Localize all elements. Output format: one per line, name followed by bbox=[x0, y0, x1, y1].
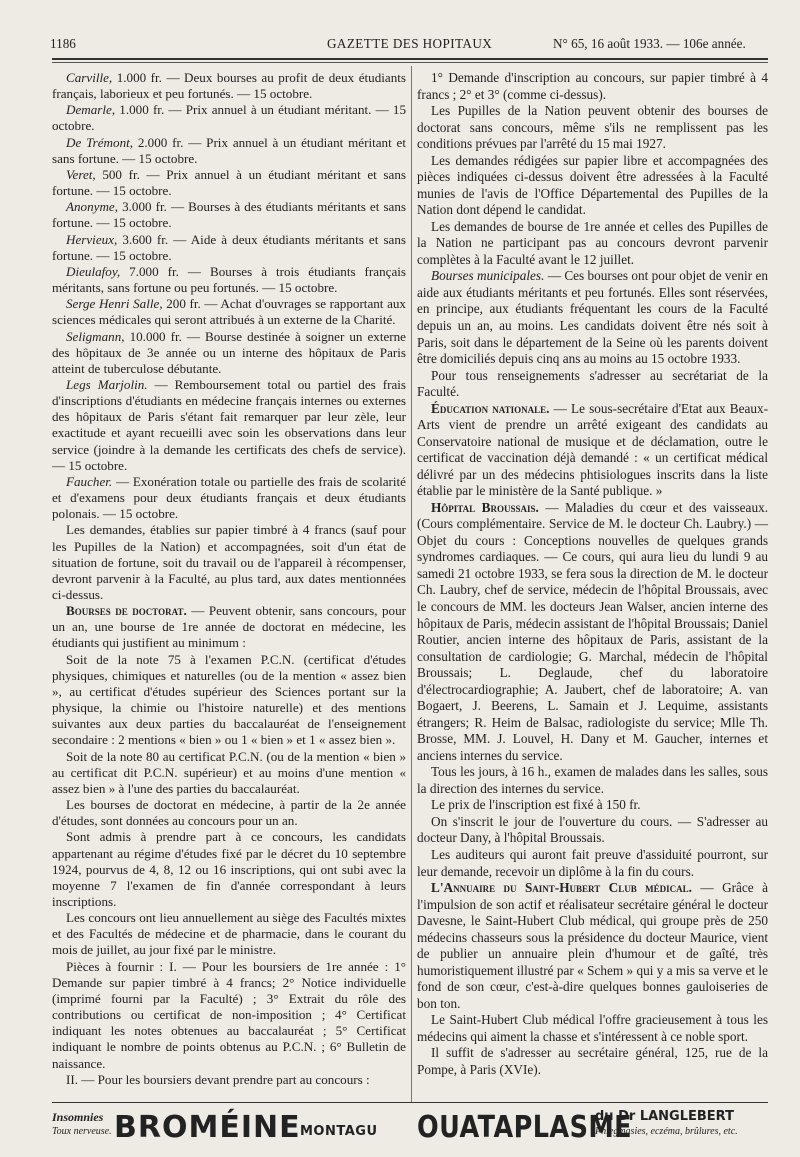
paragraph-lead: Dieulafoy, bbox=[66, 263, 121, 279]
column-divider bbox=[411, 66, 412, 1102]
paragraph-text: Pour tous renseignements s'adresser au secrétariat de la Faculté. bbox=[417, 367, 768, 400]
paragraph bbox=[52, 603, 406, 651]
paragraph bbox=[52, 959, 406, 1072]
paragraph-lead: Hôpital Broussais. bbox=[431, 499, 539, 515]
paragraph-text: 3.000 fr. — Bourses à des étudiants méritants et sans fortune. — 15 octobre. bbox=[52, 199, 406, 231]
ad-doctor: du Dr LANGLEBERT bbox=[595, 1109, 734, 1124]
paragraph bbox=[417, 153, 768, 219]
right-column bbox=[417, 70, 768, 1078]
paragraph-lead: Bourses municipales. bbox=[431, 268, 545, 284]
paragraph bbox=[52, 522, 406, 603]
paragraph-lead: Seligmann, bbox=[66, 328, 125, 344]
ad-rule bbox=[52, 1102, 768, 1103]
running-header bbox=[0, 34, 800, 54]
paragraph bbox=[417, 814, 768, 847]
advertisement-bromeine bbox=[52, 1106, 406, 1150]
paragraph-lead: Faucher. bbox=[66, 473, 113, 489]
ad-subline: Phlegmasies, eczéma, brûlures, etc. bbox=[595, 1126, 738, 1137]
paragraph bbox=[417, 401, 768, 500]
paragraph bbox=[52, 1072, 406, 1088]
paragraph-text: Les bourses de doctorat en médecine, à partir de la 2e année d'études, sont données au concours pour un an. bbox=[52, 797, 406, 829]
paragraph-text: — Exonération totale ou partielle des frais de scolarité et d'examens pour deux étudiants français et deux étudiants polonais. — 15 octobre. bbox=[52, 473, 406, 522]
paragraph-text: Les demandes rédigées sur papier libre et accompagnées des pièces indiquées ci-dessus doivent être adressées à la Faculté munies de l'avis de l'Office Départemental des Pupilles de la Nation dont dépend le candidat. bbox=[417, 152, 768, 218]
left-column bbox=[52, 70, 406, 1088]
paragraph-lead: Bourses de doctorat. bbox=[66, 603, 187, 619]
paragraph-text: Le prix de l'inscription est fixé à 150 fr. bbox=[431, 797, 641, 813]
issue-info: N° 65, 16 août 1933. — 106e année. bbox=[553, 36, 746, 51]
paragraph-lead: L'Annuaire du Saint-Hubert Club médical. bbox=[431, 880, 692, 896]
paragraph bbox=[52, 199, 406, 231]
paragraph-text: 1° Demande d'inscription au concours, sur papier timbré à 4 francs ; 2° et 3° (comme ci-dessus). bbox=[417, 70, 768, 102]
paragraph-text: Les auditeurs qui auront fait preuve d'assiduité pourront, sur leur demande, recevoir un diplôme à la fin du cours. bbox=[417, 846, 768, 879]
paragraph-text: On s'inscrit le jour de l'ouverture du cours. — S'adresser au docteur Dany, à l'hôpital Broussais. bbox=[417, 813, 768, 846]
paragraph-text: Soit de la note 80 au certificat P.C.N. (ou de la mention « bien » au certificat dit P.C.N. supérieur) et au moins d'une mention « assez bien » à l'une des parties du baccalauréat. bbox=[52, 748, 406, 796]
paragraph bbox=[417, 880, 768, 1012]
paragraph-lead: Anonyme, bbox=[66, 199, 118, 215]
paragraph-lead: De Trémont, bbox=[66, 134, 134, 150]
paragraph-text: Tous les jours, à 16 h., examen de malades dans les salles, sous la direction des internes du service. bbox=[417, 764, 768, 796]
paragraph-text: — Peuvent obtenir, sans concours, pour un an, une bourse de 1re année de doctorat en médecine, les étudiants qui justifient au minimum : bbox=[52, 603, 406, 651]
paragraph-lead: Veret, bbox=[66, 166, 96, 182]
paragraph-text: — Remboursement total ou partiel des frais d'inscriptions d'étudiants en médecine français internes ou externes des hôpitaux de Paris s'étant fait remarquer par leur zèle, leur exactitude et ayant recueilli avec soin les observations dans leur service (joindre à la demande les certificats des chefs de service). — 15 octobre. bbox=[52, 376, 407, 473]
paragraph-text: — Maladies du cœur et des vaisseaux. (Cours complémentaire. Service de M. le docteur Ch. Laubry.) — Objet du cours : Conceptions nouvelles de quelques grands syndromes cardiaques. — Ce cours, qui aura lieu du lundi 9 au samedi 21 octobre 1933, se fera sous la direction de M. le docteur Ch. Laubry, chef de service, médecin de l'hôpital Broussais, avec le concours de MM. les docteurs Jean Walser, ancien interne des hôpitaux de Paris, médecin assistant de l'hôpital Broussais; Daniel Routier, ancien interne des hôpitaux de Paris, assistant de la consultation de cardiologie; G. Marchal, médecin de l'hôpital Broussais; L. Deglaude, chef du laboratoire d'électrocardiographie; A. Jaubert, chef de laboratoire; A. van Bogaert, J. Beerens, L. Samain et J. Lequime, assistants étrangers; R. Heim de Balsac, radiologiste du service; Mlle Th. Brosse, MM. J. Louvel, H. Dany et M. Gaucher, internes et anciens internes du service. bbox=[417, 499, 769, 763]
ad-tag-secondary: Toux nerveuse. bbox=[52, 1126, 112, 1137]
paragraph bbox=[417, 1045, 768, 1078]
paragraph bbox=[417, 70, 768, 103]
paragraph bbox=[417, 797, 768, 814]
header-rule-thin bbox=[52, 62, 768, 63]
ad-brand: BROMÉINE bbox=[114, 1110, 301, 1145]
paragraph bbox=[52, 474, 406, 522]
paragraph bbox=[52, 264, 406, 296]
paragraph bbox=[52, 749, 406, 797]
paragraph-text: Les demandes de bourse de 1re année et celles des Pupilles de la Nation ne participant pas au concours devront parvenir complètes à la Faculté avant le 12 juillet. bbox=[417, 218, 768, 267]
paragraph-text: II. — Pour les boursiers devant prendre part au concours : bbox=[66, 1071, 370, 1087]
paragraph-text: 1.000 fr. — Prix annuel à un étudiant méritant. — 15 octobre. bbox=[52, 102, 406, 134]
paragraph-text: 10.000 fr. — Bourse destinée à soigner un externe des hôpitaux de 3e année ou un interne des hôpitaux de Paris atteint de tuberculose débutante. bbox=[52, 328, 406, 376]
paragraph-text: Les demandes, établies sur papier timbré à 4 francs (sauf pour les Pupilles de la Nation) et accompagnées, soit d'un état de situation de fortune, soit du travail ou de l'appareil à récompenser, devront parvenir à la Faculté, au plus tard, aux dates mentionnées ci-dessus. bbox=[52, 522, 406, 602]
paragraph-lead: Éducation nationale. bbox=[431, 400, 550, 416]
header-rule bbox=[52, 58, 768, 60]
paragraph-text: — Grâce à l'impulsion de son actif et réalisateur secrétaire général le docteur Davesne, le Saint-Hubert Club médical, qui groupe près de 250 médecins chasseurs sous la présidence du docteur Maurice, vient de publier un annuaire plein d'humour et de gaîté, très humoristiquement illustré par « Schem » qui y a mis sa verve et le fond de son cœur, c'est-à-dire quelques bonnes gauloiseries de bon ton. bbox=[417, 880, 768, 1011]
paragraph-text: 7.000 fr. — Bourses à trois étudiants français méritants, sans fortune ou peu fortunés. — 15 octobre. bbox=[52, 263, 406, 296]
publication-title: GAZETTE DES HOPITAUX bbox=[327, 36, 493, 51]
paragraph-lead: Legs Marjolin. bbox=[66, 376, 148, 392]
paragraph bbox=[417, 500, 768, 765]
paragraph bbox=[52, 377, 406, 474]
advertisement-ouataplasme bbox=[417, 1106, 768, 1150]
paragraph-text: Il suffit de s'adresser au secrétaire général, 125, rue de la Pompe, à Paris (XVIe). bbox=[417, 1045, 768, 1077]
ad-maker: MONTAGU bbox=[300, 1124, 378, 1139]
paragraph bbox=[52, 652, 406, 749]
paragraph-lead: Carville, bbox=[66, 70, 113, 85]
paragraph-text: 500 fr. — Prix annuel à un étudiant méritant et sans fortune. — 15 octobre. bbox=[52, 166, 406, 199]
paragraph-text: — Ces bourses ont pour objet de venir en aide aux étudiants méritants et peu fortunés. Elles sont réservées, en principe, aux étudiants fréquentant les cours de la Faculté depuis un an, au moins. Les candidats doivent être nés soit à Paris, soit dans le département de la Seine où les parents doivent être domiciliés depuis cinq ans au moins au 15 octobre 1933. bbox=[417, 268, 768, 367]
paragraph-text: 1.000 fr. — Deux bourses au profit de deux étudiants français, laborieux et peu fortunés. — 15 octobre. bbox=[52, 70, 406, 102]
paragraph bbox=[417, 219, 768, 269]
paragraph bbox=[52, 70, 406, 102]
paragraph bbox=[417, 764, 768, 797]
paragraph bbox=[417, 847, 768, 880]
paragraph-lead: Serge Henri Salle, bbox=[66, 296, 163, 312]
paragraph bbox=[52, 829, 406, 910]
paragraph-lead: Demarle, bbox=[66, 102, 116, 118]
paragraph-text: 2.000 fr. — Prix annuel à un étudiant méritant et sans fortune. — 15 octobre. bbox=[52, 134, 407, 166]
paragraph-text: Sont admis à prendre part à ce concours, les candidats appartenant au régime d'études fixé par le décret du 10 septembre 1924, pourvus de 4, 8, 12 ou 16 inscriptions, qui ont subi avec la moyenne 7 l'examen de fin d'année correspondant à leurs inscriptions. bbox=[52, 829, 406, 909]
paragraph-lead: Hervieux, bbox=[66, 231, 118, 247]
ad-brand: OUATAPLASME bbox=[417, 1110, 633, 1145]
paragraph-text: Soit de la note 75 à l'examen P.C.N. (certificat d'études physiques, chimiques et naturelles (ou de la mention « assez bien », au certificat d'études supérieur des Sciences portant sur la physique, la chimie ou l'histoire naturelle) et des mentions suivantes aux deux parties du baccalauréat de l'enseignement secondaire : 2 mentions « bien » ou 1 « bien » et 1 « assez bien ». bbox=[52, 651, 406, 748]
paragraph bbox=[417, 1012, 768, 1045]
paragraph bbox=[52, 102, 406, 134]
paragraph bbox=[52, 329, 406, 377]
paragraph-text: Le Saint-Hubert Club médical l'offre gracieusement à tous les médecins qui aiment la chasse et s'intéressent à ce noble sport. bbox=[417, 1012, 768, 1044]
paragraph-text: Les concours ont lieu annuellement au siège des Facultés mixtes et des Facultés de médecine et de pharmacie, dans le courant du mois de juillet, au jour fixé par le ministre. bbox=[52, 910, 406, 958]
ad-tag: Insomnies bbox=[52, 1110, 104, 1124]
paragraph bbox=[52, 910, 406, 958]
paragraph bbox=[52, 167, 406, 199]
paragraph bbox=[52, 296, 406, 328]
paragraph bbox=[417, 268, 768, 367]
paragraph-text: Les Pupilles de la Nation peuvent obtenir des bourses de doctorat sans concours, même s'ils ne remplissent pas les conditions prévues par l'arrêté du 15 mai 1927. bbox=[417, 103, 768, 152]
paragraph bbox=[417, 368, 768, 401]
paragraph bbox=[52, 135, 406, 167]
paragraph-text: Pièces à fournir : I. — Pour les boursiers de 1re année : 1° Demande sur papier timbré à 4 francs; 2° Notice individuelle (imprimé fourni par la Faculté) ; 3° Extrait du rôle des contributions ou certificat de non-imposition ; 4° Certificat indiquant les notes obtenues au baccalauréat ; 5° Certificat indiquant le nombre de points obtenus au P.C.N. ; 6° Bulletin de naissance. bbox=[52, 958, 406, 1071]
paragraph-text: 3.600 fr. — Aide à deux étudiants méritants et sans fortune. — 15 octobre. bbox=[52, 231, 406, 263]
paragraph-text: 200 fr. — Achat d'ouvrages se rapportant aux sciences médicales qui seront attribués à un externe de la Charité. bbox=[52, 296, 406, 328]
page-number: 1186 bbox=[50, 36, 76, 51]
paragraph bbox=[52, 797, 406, 829]
paragraph bbox=[52, 232, 406, 264]
paragraph bbox=[417, 103, 768, 153]
paragraph-text: — Le sous-secrétaire d'Etat aux Beaux-Arts vient de prendre un arrêté exigeant des candidats au Conservatoire national de musique et de déclamation, outre le certificat de vaccination déjà demandé : « un certificat médical délivré par un des médecins phtisiologues inscrits dans la liste établie par le ministère de la Santé publique. » bbox=[417, 400, 768, 499]
